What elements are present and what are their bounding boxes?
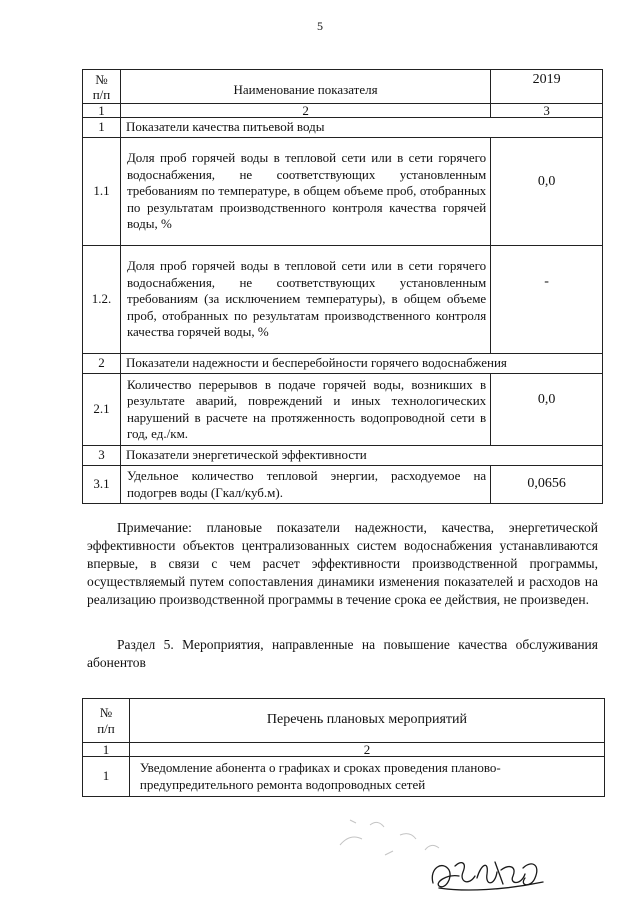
header-measures: Перечень плановых мероприятий — [129, 699, 604, 743]
row-value: 0,0 — [491, 374, 603, 446]
row-indicator-name: Доля проб горячей воды в тепловой сети или в сети горячего водоснабжения, не соответствующих установленным требованиям (за исключением температуры), в общем объеме проб, отобранных по результатам производственного контроля качества горячей воды, % — [120, 246, 490, 354]
section-num: 3 — [83, 446, 121, 466]
row-value: 0,0656 — [491, 466, 603, 504]
row-indicator-name: Доля проб горячей воды в тепловой сети или в сети горячего водоснабжения, не соответствующих установленным требованиям по температуре, в общем объеме проб, отобранных по результатам производственного контроля качества горячей воды, % — [120, 138, 490, 246]
header-indicator-name: Наименование показателя — [120, 70, 490, 104]
section-row — [83, 446, 603, 466]
table-header-row — [83, 70, 603, 104]
section-row — [83, 118, 603, 138]
index-col-3: 3 — [491, 104, 603, 118]
row-indicator-name: Удельное количество тепловой энергии, расходуемое на подогрев воды (Гкал/куб.м). — [120, 466, 490, 504]
row-measure: Уведомление абонента о графиках и сроках проведения планово-предупредительного ремонта водопроводных сетей — [129, 757, 604, 797]
table-header-row — [83, 699, 605, 743]
index-col-2: 2 — [129, 743, 604, 757]
row-value: - — [491, 246, 603, 354]
index-col-1: 1 — [83, 104, 121, 118]
section-title: Показатели качества питьевой воды — [120, 118, 602, 138]
page-number: 5 — [317, 19, 323, 33]
row-indicator-name: Количество перерывов в подаче горячей воды, возникших в результате аварий, повреждений и иных технологических нарушений в расчете на протяженность водопроводной сети в год, ед./км. — [120, 374, 490, 446]
section-5-title: Раздел 5. Мероприятия, направленные на повышение качества обслуживания абонентов — [87, 637, 598, 670]
index-col-2: 2 — [120, 104, 490, 118]
section-num: 2 — [83, 354, 121, 374]
note-text: Примечание: плановые показатели надежности, качества, энергетической эффективности объектов централизованных систем водоснабжения устанавливаются впервые, в связи с чем расчет эффективности производственной программы, осуществляемый путем сопоставления динамики изменения показателей и расходов на реализацию производственной программы в течение срока ее действия, не произведен. — [87, 520, 598, 607]
header-num: № п/п — [83, 70, 121, 104]
table-row — [83, 374, 603, 446]
indicators-table — [82, 69, 603, 504]
section-row — [83, 354, 603, 374]
table-row — [83, 246, 603, 354]
row-num: 1.1 — [83, 138, 121, 246]
measures-table — [82, 698, 605, 797]
note-paragraph — [87, 519, 598, 609]
index-col-1: 1 — [83, 743, 130, 757]
row-num: 1.2. — [83, 246, 121, 354]
table-row — [83, 466, 603, 504]
section-title: Показатели энергетической эффективности — [120, 446, 602, 466]
header-num: № п/п — [83, 699, 130, 743]
signature-mark — [425, 848, 555, 898]
row-num: 3.1 — [83, 466, 121, 504]
table-index-row — [83, 743, 605, 757]
row-num: 1 — [83, 757, 130, 797]
table-index-row — [83, 104, 603, 118]
table-row — [83, 757, 605, 797]
header-year: 2019 — [491, 70, 603, 104]
section-num: 1 — [83, 118, 121, 138]
section-title: Показатели надежности и бесперебойности горячего водоснабжения — [120, 354, 602, 374]
section-5-heading — [87, 636, 598, 672]
table-row — [83, 138, 603, 246]
row-num: 2.1 — [83, 374, 121, 446]
row-value: 0,0 — [491, 138, 603, 246]
